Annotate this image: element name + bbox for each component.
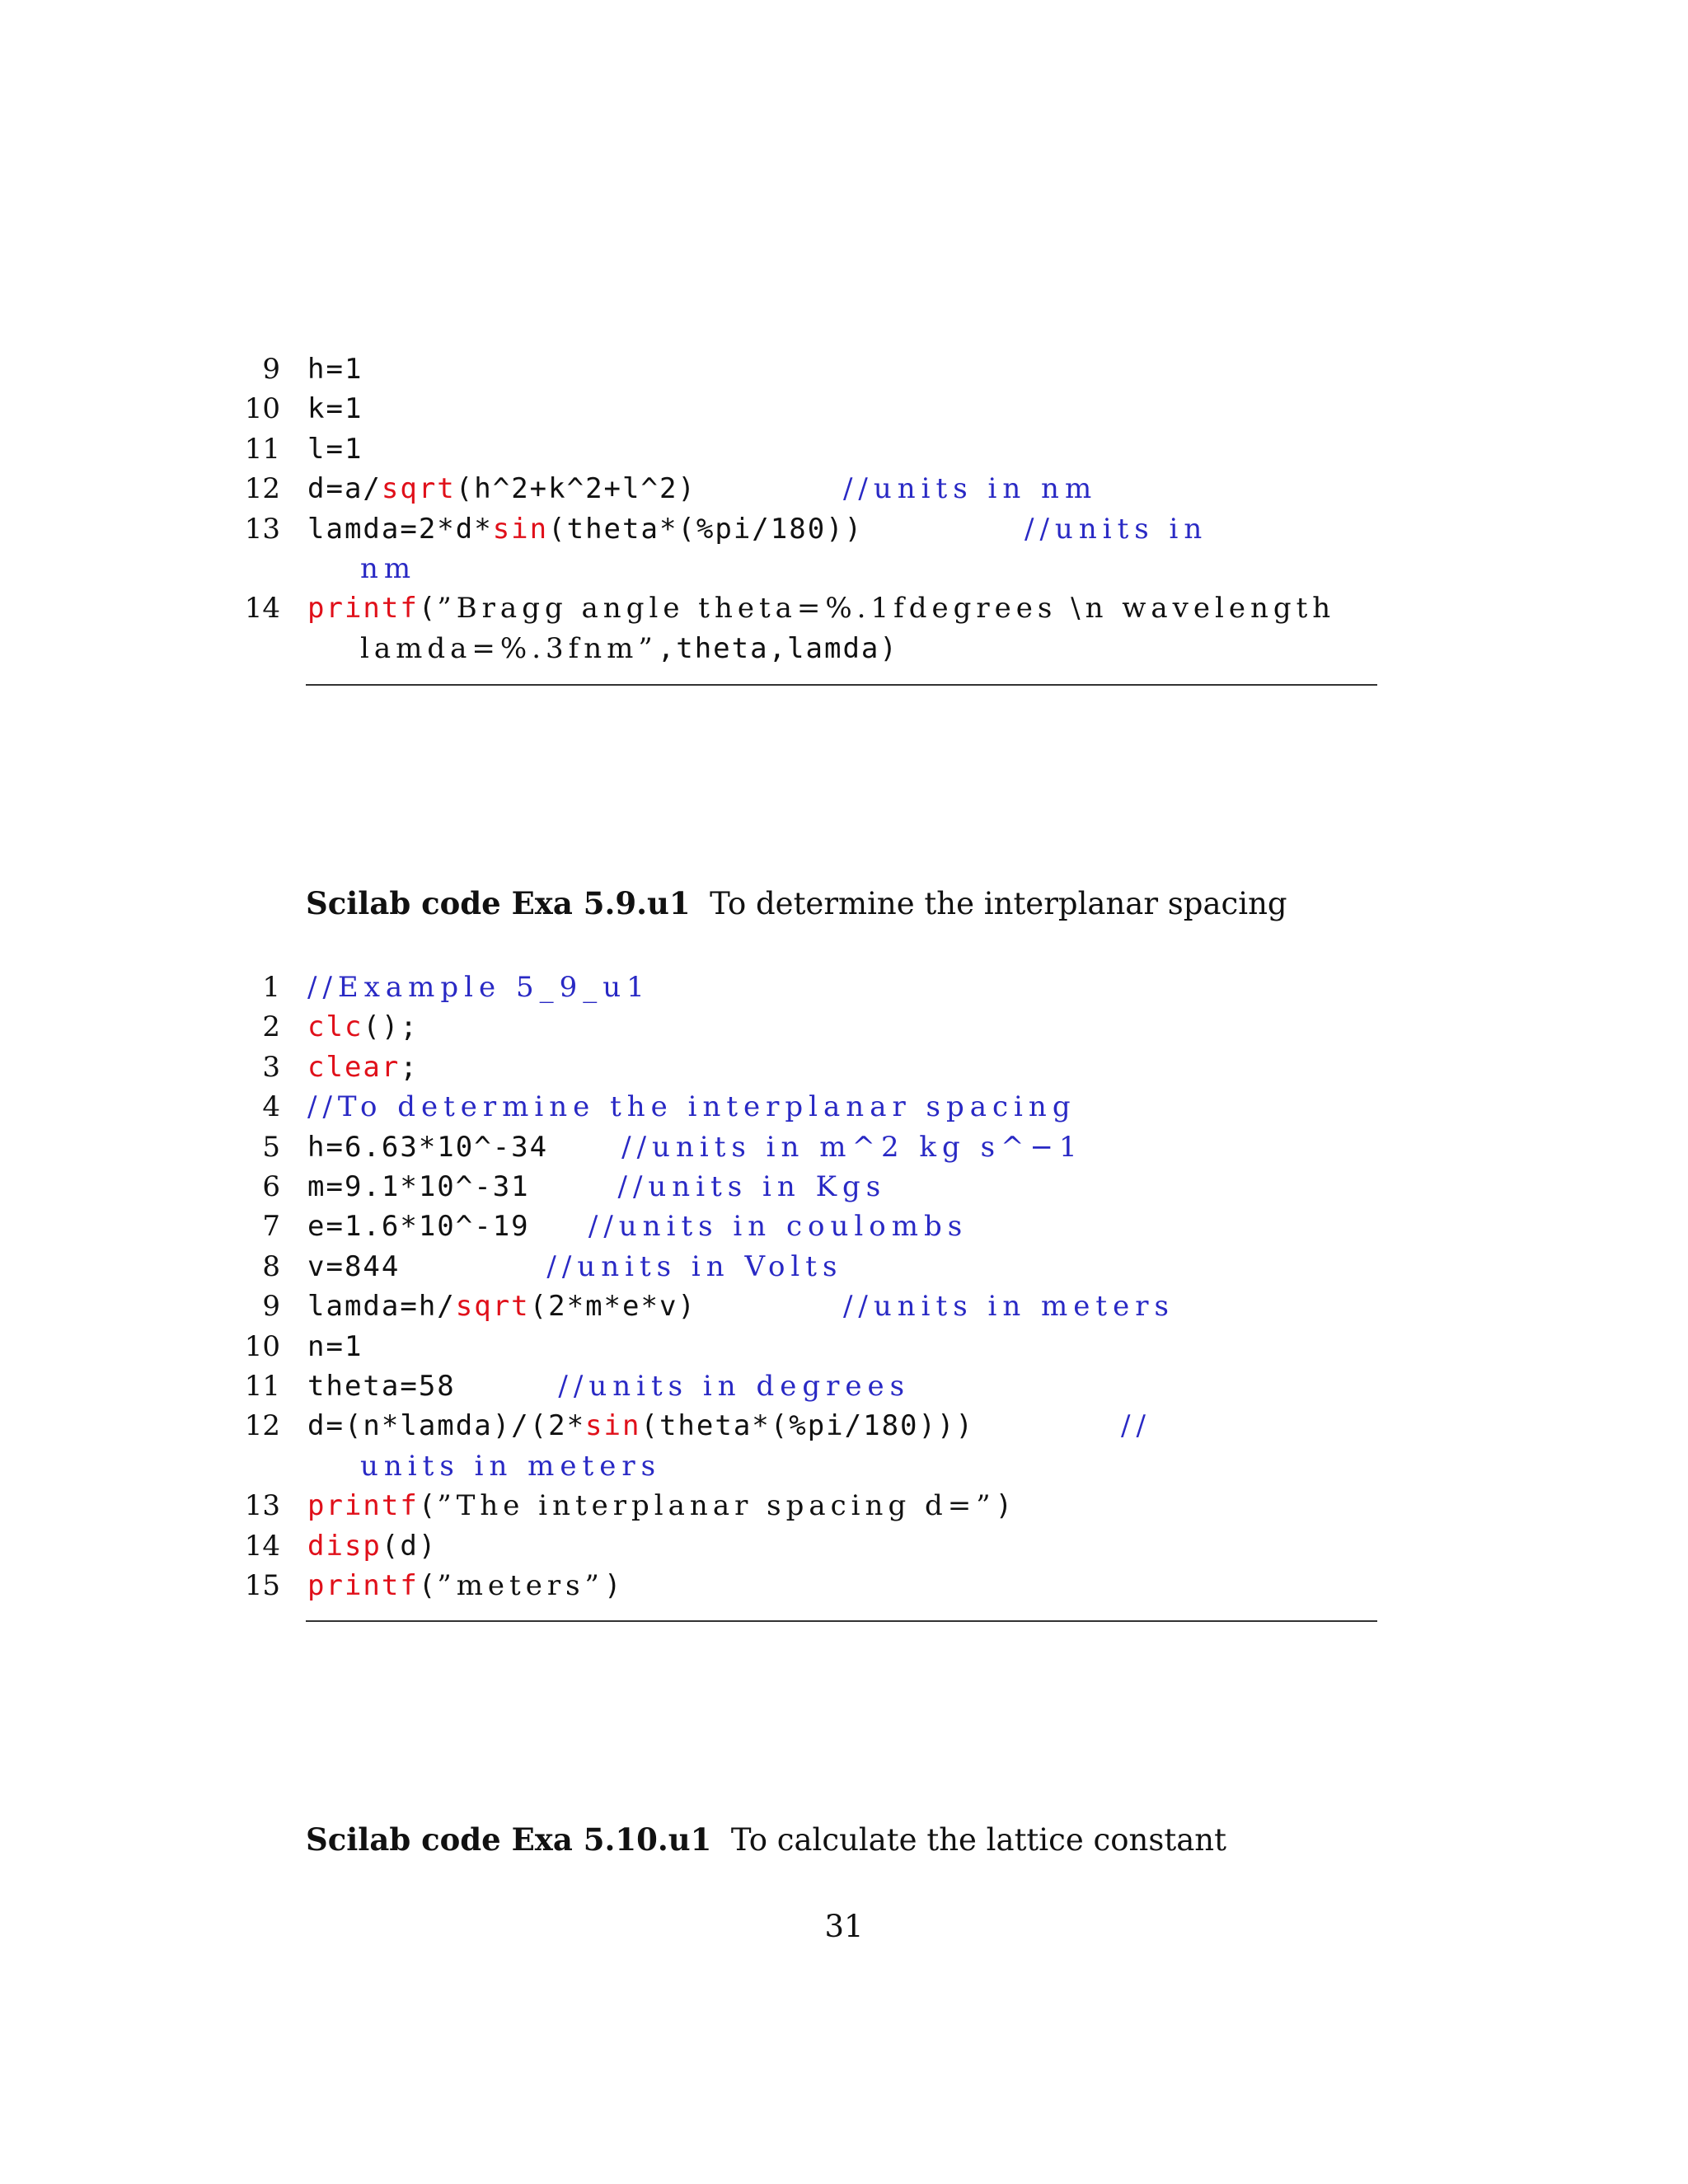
code-text	[307, 1526, 437, 1566]
code-line	[0, 549, 1688, 588]
code-line	[0, 1007, 1688, 1047]
line-number: 13	[244, 1489, 280, 1523]
code-line	[0, 1366, 1688, 1406]
code-token: (	[418, 592, 438, 626]
line-number: 10	[244, 392, 280, 426]
code-text	[307, 968, 650, 1007]
code-token: (	[418, 1569, 438, 1602]
code-token: (h^2+k^2+l^2)	[455, 472, 696, 506]
code-keyword: clear	[307, 1050, 401, 1084]
code-line	[0, 1486, 1688, 1526]
line-number: 7	[262, 1210, 280, 1244]
code-token: h=1	[307, 353, 363, 386]
code-comment: //To determine the interplanar spacing	[307, 1090, 1076, 1124]
code-token: )	[995, 1489, 1015, 1523]
code-token: (theta*(%pi/180)))	[640, 1409, 974, 1443]
line-number: 14	[244, 592, 280, 626]
line-number: 9	[262, 1290, 280, 1324]
code-text	[307, 1047, 419, 1087]
listing-b-bottom-rule	[306, 1620, 1377, 1622]
code-keyword: sin	[585, 1409, 641, 1443]
code-line	[0, 469, 1688, 509]
code-token: (theta*(%pi/180))	[548, 512, 864, 546]
code-line	[0, 1286, 1688, 1326]
code-text	[307, 469, 1097, 509]
code-line	[0, 1446, 1688, 1486]
line-number: 6	[262, 1170, 280, 1203]
code-text	[307, 1127, 1083, 1167]
code-line	[0, 968, 1688, 1007]
code-keyword: disp	[307, 1529, 382, 1563]
line-number: 2	[262, 1010, 280, 1044]
code-text	[307, 1327, 363, 1366]
line-number: 3	[262, 1050, 280, 1084]
line-number: 8	[262, 1249, 280, 1283]
line-number: 5	[262, 1130, 280, 1164]
code-token: lamda=2*d*	[307, 512, 493, 546]
code-comment: //units in m^2 kg s^−1	[548, 1130, 1083, 1164]
code-keyword: clc	[307, 1010, 363, 1044]
code-token: (d)	[381, 1529, 438, 1563]
code-line	[0, 1127, 1688, 1167]
code-token: m=9.1*10^-31	[307, 1170, 530, 1203]
code-comment: //units in coulombs	[529, 1210, 968, 1244]
code-text	[307, 1566, 622, 1605]
line-number: 14	[244, 1529, 280, 1563]
code-text	[307, 429, 363, 469]
code-text	[307, 1167, 886, 1207]
code-line	[0, 509, 1688, 549]
caption-label: Scilab code Exa 5.10.u1	[306, 1821, 712, 1858]
code-line	[0, 1167, 1688, 1207]
code-line	[0, 588, 1688, 628]
code-line	[0, 1327, 1688, 1366]
code-comment: units in meters	[360, 1449, 662, 1483]
code-keyword: printf	[307, 592, 419, 626]
code-line	[0, 1566, 1688, 1605]
code-comment: //	[973, 1409, 1151, 1443]
code-line	[0, 1087, 1688, 1127]
code-token: h=6.63*10^-34	[307, 1130, 549, 1164]
code-text	[307, 349, 363, 389]
code-continuation	[360, 1446, 661, 1486]
code-token: (2*m*e*v)	[529, 1290, 696, 1324]
code-text	[307, 1486, 1014, 1526]
code-keyword: sqrt	[381, 472, 456, 506]
code-text	[307, 1406, 1151, 1446]
listing-a-bottom-rule	[306, 684, 1377, 686]
caption-exa-5-10-u1	[306, 1821, 1226, 1858]
code-token: (	[418, 1489, 438, 1523]
code-line	[0, 1526, 1688, 1566]
code-token: n=1	[307, 1329, 363, 1363]
caption-exa-5-9-u1	[306, 885, 1287, 921]
code-text	[307, 1286, 1175, 1326]
code-text	[307, 389, 363, 429]
line-number: 15	[244, 1569, 280, 1602]
code-token: v=844	[307, 1249, 401, 1283]
code-token: l=1	[307, 432, 363, 466]
code-token: d=(n*lamda)/(2*	[307, 1409, 586, 1443]
code-line	[0, 429, 1688, 469]
code-comment: //units in meters	[696, 1290, 1175, 1324]
code-line	[0, 629, 1688, 668]
code-comment: nm	[360, 552, 417, 585]
code-token: ();	[363, 1010, 419, 1044]
code-keyword: sin	[492, 512, 549, 546]
code-token: ,theta,lamda)	[657, 631, 898, 665]
line-number: 12	[244, 472, 280, 506]
code-text	[307, 1087, 1076, 1127]
code-string: ”meters”	[437, 1569, 604, 1602]
code-line	[0, 1207, 1688, 1246]
caption-text: To determine the interplanar spacing	[710, 886, 1287, 921]
code-string: lamda=%.3fnm”	[360, 631, 658, 665]
code-continuation	[360, 549, 416, 588]
code-text	[307, 1207, 968, 1246]
line-number: 11	[244, 1370, 280, 1403]
code-string: ”The interplanar spacing d=”	[437, 1489, 996, 1523]
code-line	[0, 1406, 1688, 1446]
code-comment: //units in nm	[696, 472, 1098, 506]
code-text	[307, 1007, 419, 1047]
code-token: lamda=h/	[307, 1290, 456, 1324]
code-text	[307, 509, 1207, 549]
line-number: 12	[244, 1409, 280, 1443]
line-number: 4	[262, 1090, 280, 1124]
line-number: 11	[244, 432, 280, 466]
caption-text: To calculate the lattice constant	[730, 1822, 1226, 1858]
code-text	[307, 1366, 910, 1406]
caption-label: Scilab code Exa 5.9.u1	[306, 885, 691, 921]
code-token: theta=58	[307, 1370, 456, 1403]
code-token: )	[603, 1569, 623, 1602]
code-text	[307, 1247, 842, 1286]
code-token: e=1.6*10^-19	[307, 1210, 530, 1244]
line-number: 10	[244, 1329, 280, 1363]
code-comment: //units in	[863, 512, 1208, 546]
code-line	[0, 1247, 1688, 1286]
code-comment: //units in degrees	[455, 1370, 911, 1403]
code-keyword: printf	[307, 1569, 419, 1602]
code-string: ”Bragg angle theta=%.1fdegrees \n wavelength	[437, 592, 1336, 626]
line-number: 9	[262, 353, 280, 386]
code-token: d=a/	[307, 472, 382, 506]
code-comment: //units in Volts	[400, 1249, 843, 1283]
code-token: k=1	[307, 392, 363, 426]
code-comment: //units in Kgs	[529, 1170, 887, 1203]
line-number: 13	[244, 512, 280, 546]
line-number: 1	[262, 971, 280, 1004]
code-line	[0, 349, 1688, 389]
code-continuation	[360, 629, 898, 668]
code-comment: //Example 5_9_u1	[307, 971, 650, 1004]
code-token: ;	[400, 1050, 419, 1084]
code-line	[0, 1047, 1688, 1087]
code-text	[307, 588, 1335, 628]
code-keyword: sqrt	[455, 1290, 530, 1324]
code-line	[0, 389, 1688, 429]
code-keyword: printf	[307, 1489, 419, 1523]
page-number: 31	[824, 1909, 864, 1944]
